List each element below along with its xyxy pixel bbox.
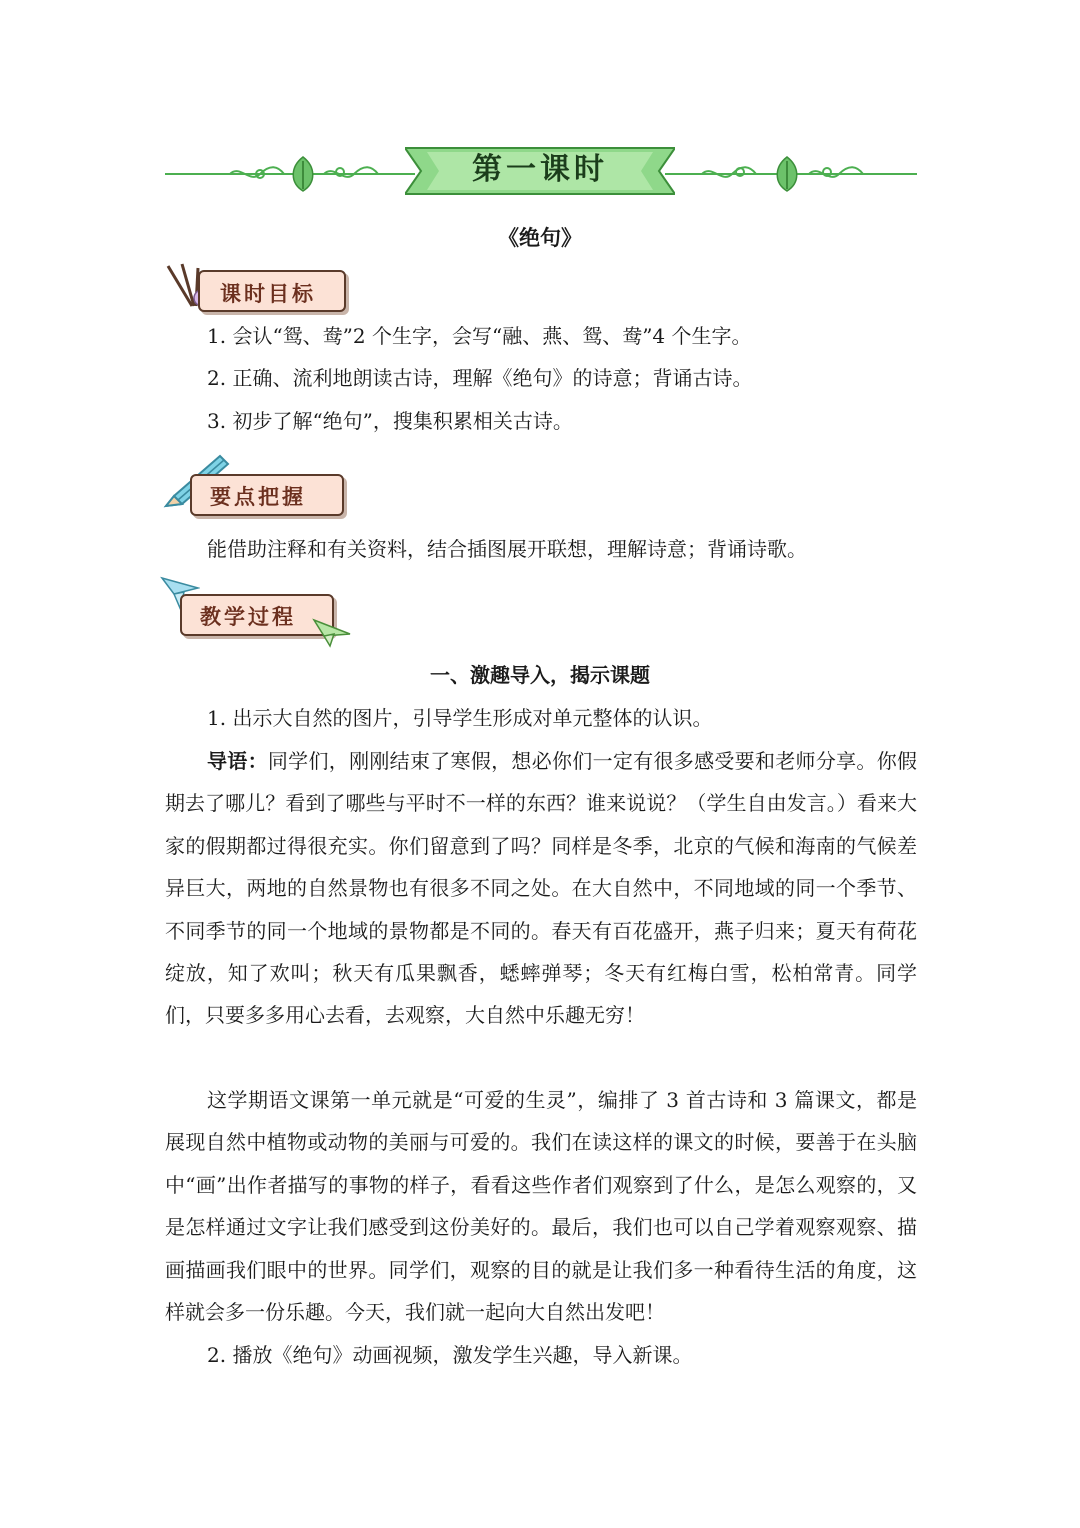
objective-item: 3. 初步了解“绝句”，搜集积累相关古诗。	[207, 409, 573, 433]
swirl-icon	[320, 160, 380, 186]
paper-plane-icon	[312, 614, 352, 648]
intro-text: 同学们，刚刚结束了寒假，想必你们一定有很多感受要和老师分享。你假期去了哪儿？看到了哪些与平时不一样的东西？谁来说说？（学生自由发言。）看来大家的假期都过得很充实。你们留意到了吗？同样是冬季，北京的气候和海南的气候差异巨大，两地的自然景物也有很多不同之处。在大自然中，不同地域的同一个季节、不同季节的同一个地域的景物都是不同的。春天有百花盛开，燕子归来；夏天有荷花绽放，知了欢叫；秋天有瓜果飘香，蟋蟀弹琴；冬天有红梅白雪，松柏常青。同学们，只要多多用心去看，去观察，大自然中乐趣无穷！	[165, 749, 918, 1028]
leaf-icon	[772, 155, 802, 193]
step-2: 2. 播放《绝句》动画视频，激发学生兴趣，导入新课。	[207, 1343, 693, 1367]
objectives-badge-label: 课时目标	[220, 282, 316, 306]
paragraph-2: 这学期语文课第一单元就是“可爱的生灵”，编排了 3 首古诗和 3 篇课文，都是展现自然中植物或动物的美丽与可爱的。我们在读这样的课文的时候，要善于在头脑中“画”出作者描写的事物的样子，看看这些作者们观察到了什么，是怎么观察的，又是怎样通过文字让我们感受到这份美好的。最后，我们也可以自己学着观察观察、描画描画我们眼中的世界。同学们，观察的目的就是让我们多一种看待生活的角度，这样就会多一份乐趣。今天，我们就一起向大自然出发吧！	[165, 1088, 917, 1325]
intro-label: 导语：	[207, 749, 268, 773]
swirl-icon	[805, 160, 865, 186]
objective-item: 2. 正确、流利地朗读古诗，理解《绝句》的诗意；背诵古诗。	[207, 366, 753, 390]
swirl-icon	[228, 160, 288, 186]
step-1: 1. 出示大自然的图片，引导学生形成对单元整体的认识。	[207, 706, 713, 730]
section-heading: 一、激趣导入，揭示课题	[430, 663, 650, 687]
objective-item: 1. 会认“鸳、鸯”2 个生字，会写“融、燕、鸳、鸯”4 个生字。	[207, 324, 752, 348]
leaf-icon	[288, 155, 318, 193]
header-title: 第一课时	[472, 152, 608, 187]
intro-paragraph	[165, 740, 917, 1037]
swirl-icon	[700, 160, 760, 186]
lesson-title: 《绝句》	[498, 225, 582, 250]
key-points-badge-label: 要点把握	[210, 485, 306, 509]
process-badge-label: 教学过程	[200, 605, 296, 629]
key-points-text: 能借助注释和有关资料，结合插图展开联想，理解诗意；背诵诗歌。	[207, 537, 807, 561]
